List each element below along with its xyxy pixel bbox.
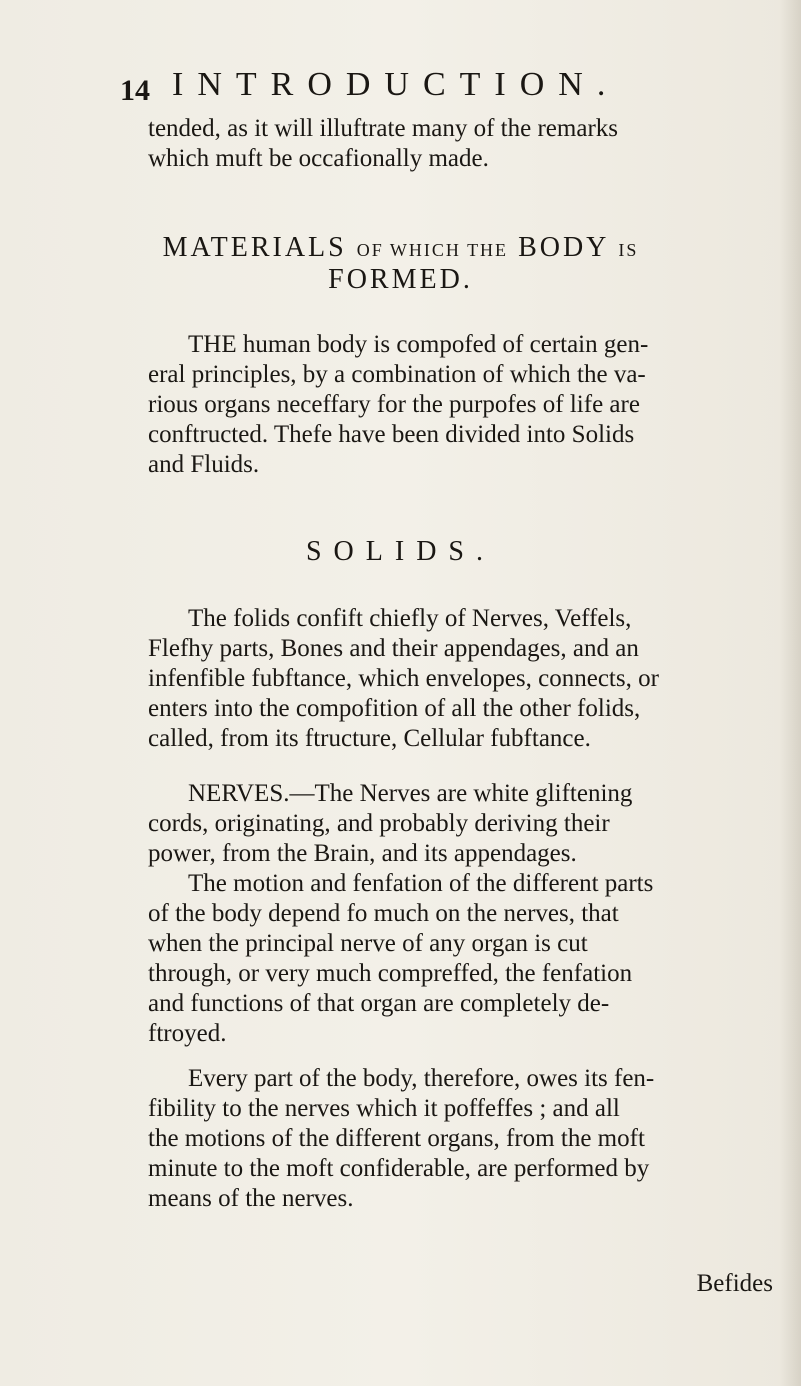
page-header [120,66,780,106]
text-line: minute to the moft confiderable, are performed by [148,1155,650,1182]
heading-word-body: BODY [518,232,609,263]
text-line: cords, originating, and probably deriving their [148,810,610,837]
text-line: when the principal nerve of any organ is cut [148,930,588,957]
catchword: Befides [696,1270,773,1297]
text-line: called, from its ftructure, Cellular fubftance. [148,725,591,752]
text-line: conftructed. Thefe have been divided into Solids [148,421,635,448]
text-line: power, from the Brain, and its appendages. [148,840,577,867]
text-line: the motions of the different organs, from the moft [148,1125,645,1152]
running-head: INTRODUCTION. [172,66,620,103]
heading-words-of-which-the: OF WHICH THE [356,240,509,260]
text-line: rious organs neceffary for the purpofes of life are [148,391,640,418]
text-line: ftroyed. [148,1020,227,1047]
text-line: The motion and fenfation of the different parts [188,870,654,897]
text-line: Flefhy parts, Bones and their appendages, and an [148,635,639,662]
page-number: 14 [120,74,150,107]
text-line: and functions of that organ are completely de- [148,990,610,1017]
section-heading-formed: FORMED. [328,264,473,295]
text-line: infenfible fubftance, which envelopes, connects, or [148,665,659,692]
heading-word-is: IS [618,240,639,260]
text-line: fibility to the nerves which it poffeffes ; and all [148,1095,620,1122]
text-line: means of the nerves. [148,1185,354,1212]
text-line: through, or very much compreffed, the fenfation [148,960,633,987]
text-line: of the body depend fo much on the nerves, that [148,900,619,927]
text-line: and Fluids. [148,451,260,478]
text-line: enters into the compofition of all the other folids, [148,695,641,722]
solids-heading: SOLIDS. [305,536,495,567]
text-line: THE human body is compofed of certain gen- [188,331,649,358]
text-line: tended, as it will illuftrate many of the remarks [148,115,618,142]
text-line: NERVES.—The Nerves are white gliftening [188,780,633,807]
section-heading [0,233,801,265]
heading-word-materials: MATERIALS [162,232,347,263]
text-line: eral principles, by a combination of which the va- [148,361,646,388]
text-line: which muft be occafionally made. [148,145,489,172]
text-line: Every part of the body, therefore, owes its fen- [188,1065,655,1092]
text-line: The folids confift chiefly of Nerves, Veffels, [188,605,632,632]
